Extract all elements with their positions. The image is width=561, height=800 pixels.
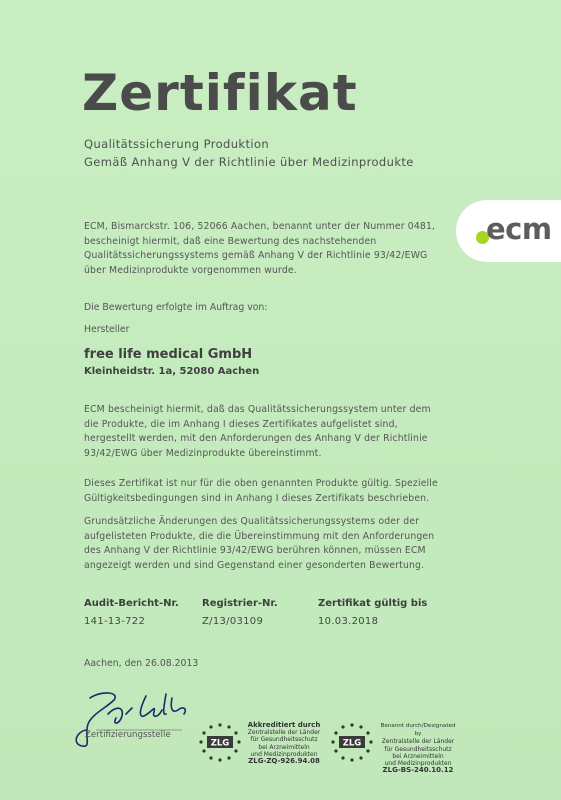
designation-heading: Benannt durch/Designated by [380, 723, 456, 738]
designation-line-2: für Gesundheitsschutz [384, 745, 452, 753]
ecm-logo: ecm [486, 212, 552, 246]
designation-line-1: Zentralstelle der Länder [381, 738, 455, 746]
validity-paragraph: Dieses Zertifikat ist nur für die oben genannten Produkte gültig. Spezielle Gültigkeitsbedingungen sind in Anhang I dieses Zertifikats beschrieben. [84, 478, 438, 504]
valid-until-value: 10.03.2018 [318, 616, 379, 627]
place-date: Aachen, den 26.08.2013 [84, 658, 199, 669]
signature-image [62, 684, 202, 754]
manufacturer-address: Kleinheidstr. 1a, 52080 Aachen [84, 366, 260, 377]
designation-line-4: und Medizinprodukten [384, 760, 452, 768]
accreditation-line-4: und Medizinprodukten [250, 750, 318, 758]
register-label: Registrier-Nr. [202, 598, 278, 609]
subtitle-line-1: Qualitätssicherung Produktion [84, 137, 270, 151]
manufacturer-label: Hersteller [84, 324, 130, 335]
seal-text: ZLG [210, 738, 230, 749]
accreditation-line-2: für Gesundheitsschutz [250, 736, 318, 744]
designation-number: ZLG-BS-240.10.12 [382, 766, 454, 775]
zlg-seal-icon [196, 722, 244, 764]
accreditation-line-3: bei Arzneimitteln [258, 743, 310, 751]
assessment-note: Die Bewertung erfolgte im Auftrag von: [84, 302, 268, 313]
accreditation-number: ZLG-ZQ-926.94.08 [248, 757, 320, 766]
conformity-paragraph: ECM bescheinigt hiermit, daß das Qualitätssicherungssystem unter dem die Produkte, die im Anhang I dieses Zertifikates aufgelistet sind, hergestellt werden, mit den Anforderungen des Anhang V der Richtlinie 93/42/EWG über Medizinprodukte übereinstimmt. [84, 404, 431, 459]
designation-block [378, 722, 458, 774]
register-value: Z/13/03109 [202, 616, 264, 627]
accreditation-block [246, 722, 322, 765]
manufacturer-name: free life medical GmbH [84, 347, 253, 362]
changes-paragraph: Grundsätzliche Änderungen des Qualitätssicherungssystems oder der aufgelisteten Produkte, die die Übereinstimmung mit den Anforderungen des Anhang V der Richtlinie 93/42/EWG berühren können, müssen ECM angezeigt werden und sind Gegenstand einer gesonderten Bewertung. [84, 516, 435, 571]
accreditation-heading: Akkreditiert durch [247, 721, 321, 729]
certificate-title: Zertifikat [82, 64, 358, 122]
certification-body-label: Zertifizierungsstelle [85, 730, 171, 740]
seal-text-2: ZLG [342, 738, 362, 749]
subtitle-line-2: Gemäß Anhang V der Richtlinie über Medizinprodukte [84, 155, 414, 169]
audit-report-value: 141-13-722 [84, 616, 146, 627]
designation-line-3: bei Arzneimitteln [392, 752, 444, 760]
intro-paragraph: ECM, Bismarckstr. 106, 52066 Aachen, benannt unter der Nummer 0481, bescheinigt hiermit, daß eine Bewertung des nachstehenden Qualitätssicherungssystems gemäß Anhang V der Richtlinie 93/42/EWG über Medizinprodukte vorgenommen wurde. [84, 221, 436, 276]
accreditation-line-1: Zentralstelle der Länder [247, 729, 321, 737]
zlg-seal-icon-2 [328, 722, 376, 764]
audit-report-label: Audit-Bericht-Nr. [84, 598, 179, 609]
valid-until-label: Zertifikat gültig bis [318, 598, 428, 609]
